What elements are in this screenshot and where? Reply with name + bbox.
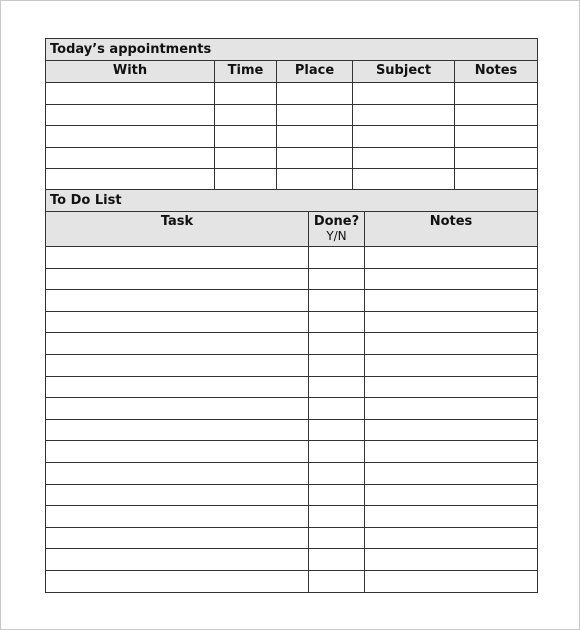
todo-rows (46, 247, 538, 593)
table-cell[interactable] (215, 104, 277, 126)
todo-row (46, 311, 538, 333)
table-cell[interactable] (353, 104, 455, 126)
table-cell[interactable] (46, 527, 309, 549)
table-cell[interactable] (455, 126, 538, 148)
todo-row (46, 268, 538, 290)
appointments-title: Today’s appointments (46, 39, 538, 61)
table-cell[interactable] (46, 83, 215, 105)
table-cell[interactable] (365, 354, 538, 376)
todo-row (46, 506, 538, 528)
table-cell[interactable] (455, 147, 538, 169)
table-cell[interactable] (46, 268, 309, 290)
table-cell[interactable] (309, 376, 365, 398)
todo-row (46, 570, 538, 592)
column-header-time: Time (215, 61, 277, 83)
table-cell[interactable] (353, 83, 455, 105)
table-cell[interactable] (277, 104, 353, 126)
table-cell[interactable] (309, 354, 365, 376)
table-cell[interactable] (46, 247, 309, 269)
table-cell[interactable] (46, 376, 309, 398)
table-cell[interactable] (455, 83, 538, 105)
todo-row (46, 462, 538, 484)
table-cell[interactable] (353, 126, 455, 148)
table-cell[interactable] (309, 419, 365, 441)
table-cell[interactable] (365, 398, 538, 420)
table-cell[interactable] (215, 147, 277, 169)
table-cell[interactable] (309, 290, 365, 312)
table-cell[interactable] (277, 169, 353, 191)
table-cell[interactable] (309, 398, 365, 420)
table-cell[interactable] (46, 333, 309, 355)
column-header-with: With (46, 61, 215, 83)
column-header-task: Task (46, 212, 309, 247)
table-cell[interactable] (215, 83, 277, 105)
table-cell[interactable] (277, 83, 353, 105)
table-cell[interactable] (46, 549, 309, 571)
table-cell[interactable] (309, 462, 365, 484)
appointments-rows (46, 83, 538, 191)
table-cell[interactable] (309, 484, 365, 506)
table-cell[interactable] (353, 169, 455, 191)
table-cell[interactable] (215, 169, 277, 191)
table-cell[interactable] (309, 527, 365, 549)
table-cell[interactable] (277, 126, 353, 148)
table-cell[interactable] (365, 311, 538, 333)
done-hint: Y/N (326, 229, 347, 243)
table-cell[interactable] (353, 147, 455, 169)
table-cell[interactable] (309, 549, 365, 571)
table-cell[interactable] (365, 333, 538, 355)
appointment-row (46, 104, 538, 126)
table-cell[interactable] (365, 506, 538, 528)
table-cell[interactable] (365, 419, 538, 441)
table-cell[interactable] (46, 570, 309, 592)
table-cell[interactable] (365, 549, 538, 571)
table-cell[interactable] (309, 268, 365, 290)
table-cell[interactable] (215, 126, 277, 148)
appointment-row (46, 169, 538, 191)
done-label: Done? (313, 214, 360, 229)
todo-row (46, 333, 538, 355)
table-cell[interactable] (309, 570, 365, 592)
table-cell[interactable] (309, 441, 365, 463)
table-cell[interactable] (46, 398, 309, 420)
table-cell[interactable] (365, 527, 538, 549)
appointment-row (46, 126, 538, 148)
table-cell[interactable] (365, 441, 538, 463)
table-cell[interactable] (277, 147, 353, 169)
todo-row (46, 419, 538, 441)
table-cell[interactable] (46, 441, 309, 463)
table-cell[interactable] (365, 462, 538, 484)
table-cell[interactable] (309, 247, 365, 269)
table-cell[interactable] (309, 506, 365, 528)
table-cell[interactable] (46, 290, 309, 312)
table-cell[interactable] (46, 126, 215, 148)
table-cell[interactable] (365, 484, 538, 506)
todo-title: To Do List (46, 190, 538, 212)
table-cell[interactable] (46, 484, 309, 506)
todo-row (46, 354, 538, 376)
todo-row (46, 398, 538, 420)
table-cell[interactable] (309, 333, 365, 355)
table-cell[interactable] (46, 169, 215, 191)
table-cell[interactable] (309, 311, 365, 333)
table-cell[interactable] (46, 311, 309, 333)
table-cell[interactable] (46, 104, 215, 126)
todo-table (45, 189, 538, 593)
table-cell[interactable] (365, 376, 538, 398)
todo-row (46, 549, 538, 571)
todo-row (46, 247, 538, 269)
column-header-notes: Notes (455, 61, 538, 83)
column-header-subject: Subject (353, 61, 455, 83)
appointment-row (46, 147, 538, 169)
table-cell[interactable] (46, 354, 309, 376)
table-cell[interactable] (455, 169, 538, 191)
table-cell[interactable] (455, 104, 538, 126)
table-cell[interactable] (365, 268, 538, 290)
table-cell[interactable] (46, 462, 309, 484)
appointment-row (46, 83, 538, 105)
column-header-done (309, 212, 365, 247)
table-cell[interactable] (365, 570, 538, 592)
table-cell[interactable] (46, 419, 309, 441)
todo-row (46, 376, 538, 398)
todo-row (46, 527, 538, 549)
column-header-place: Place (277, 61, 353, 83)
todo-row (46, 441, 538, 463)
table-cell[interactable] (46, 147, 215, 169)
appointments-table (45, 38, 538, 191)
table-cell[interactable] (365, 247, 538, 269)
todo-row (46, 484, 538, 506)
todo-row (46, 290, 538, 312)
table-cell[interactable] (46, 506, 309, 528)
table-cell[interactable] (365, 290, 538, 312)
column-header-todo-notes: Notes (365, 212, 538, 247)
